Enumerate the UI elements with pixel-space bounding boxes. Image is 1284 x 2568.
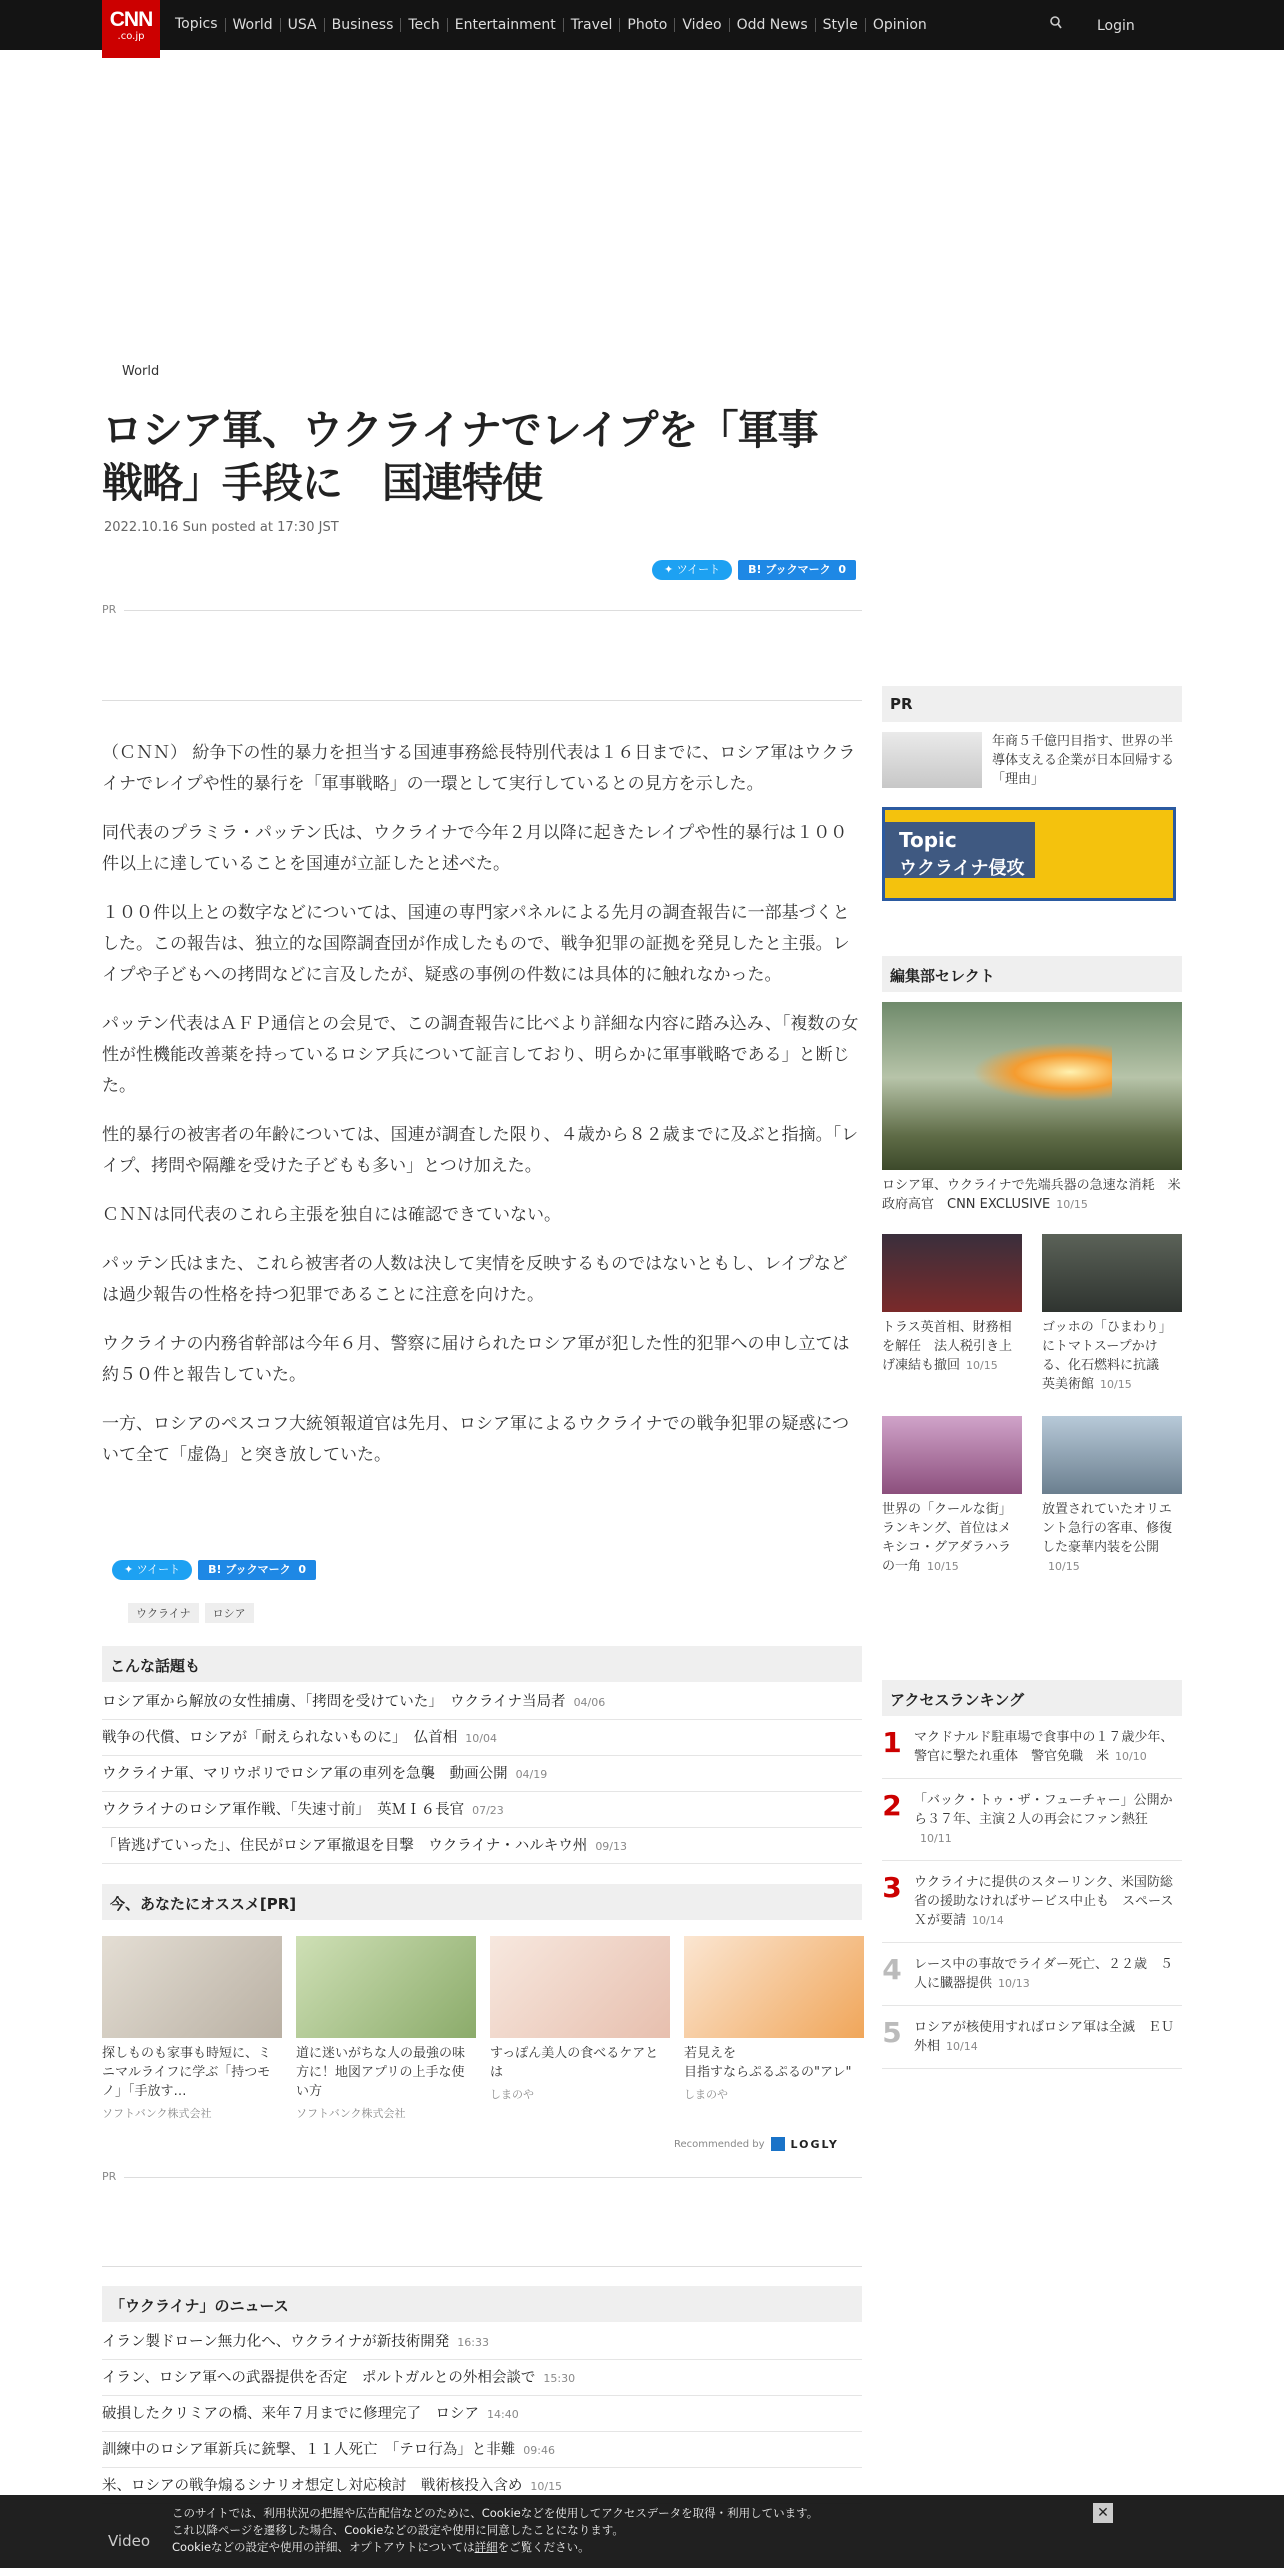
item-date: 04/19 bbox=[515, 1768, 548, 1781]
card-title: 探しものも家事も時短に、ミニマルライフに学ぶ「持つモノ」「手放す… bbox=[102, 2046, 272, 2099]
rank-title: レース中の事故でライダー死亡、２２歳 ５人に臓器提供 bbox=[914, 1957, 1173, 1991]
sidebar-ranking bbox=[882, 1680, 1182, 2069]
ranking-item[interactable] bbox=[882, 1779, 1182, 1861]
recommend-card[interactable] bbox=[296, 1936, 476, 2121]
featured-date: 10/15 bbox=[1056, 1198, 1088, 1211]
video-bar[interactable] bbox=[102, 2518, 862, 2563]
list-item[interactable] bbox=[102, 1756, 862, 1792]
card-image bbox=[490, 1936, 670, 2038]
logly-logo: LOGLY bbox=[790, 2137, 839, 2151]
topic-title: ウクライナ侵攻 bbox=[899, 858, 1025, 879]
nav-topics-label: Topics bbox=[175, 16, 218, 32]
nav-entertainment[interactable]: Entertainment bbox=[447, 18, 563, 32]
close-icon[interactable]: ✕ bbox=[1093, 2503, 1113, 2523]
list-item[interactable] bbox=[102, 2324, 862, 2360]
share-buttons-bottom bbox=[112, 1560, 316, 1580]
rank-date: 10/10 bbox=[1115, 1750, 1147, 1763]
hatena-count: 0 bbox=[298, 1563, 306, 1576]
sidebar-pr bbox=[882, 686, 1182, 901]
nav-photo[interactable]: Photo bbox=[619, 18, 674, 32]
paragraph: ウクライナの内務省幹部は今年６月、警察に届けられたロシア軍が犯した性的犯罪への申し立ては約５０件と報告していた。 bbox=[102, 1334, 850, 1385]
topic-label: Topic bbox=[899, 828, 957, 852]
item-date: 07/23 bbox=[472, 1804, 504, 1817]
related-heading: こんな話題も bbox=[102, 1646, 862, 1682]
paragraph: 一方、ロシアのペスコフ大統領報道官は先月、ロシア軍によるウクライナでの戦争犯罪の疑惑について全て「虚偽」と突き放していた。 bbox=[102, 1414, 850, 1465]
rank-number: 1 bbox=[882, 1726, 902, 1759]
nav-odd-news[interactable]: Odd News bbox=[729, 18, 815, 32]
rank-title: 「バック・トゥ・ザ・フューチャー」公開から３７年、主演２人の再会にファン熱狂 bbox=[914, 1793, 1173, 1827]
nav-topics[interactable] bbox=[175, 17, 225, 33]
grid-image bbox=[882, 1234, 1022, 1312]
tag-russia[interactable]: ロシア bbox=[205, 1603, 254, 1623]
recommended-by-label: Recommended by bbox=[674, 2138, 765, 2150]
grid-image bbox=[1042, 1416, 1182, 1494]
editors-grid bbox=[882, 1234, 1182, 1576]
hatena-bookmark-button[interactable] bbox=[198, 1560, 316, 1580]
tag-list bbox=[102, 1603, 254, 1623]
ukraine-news-list bbox=[102, 2324, 862, 2504]
pr-image bbox=[882, 732, 982, 788]
image-detail bbox=[972, 1042, 1112, 1102]
grid-image bbox=[1042, 1234, 1182, 1312]
grid-date: 10/15 bbox=[1100, 1378, 1132, 1391]
nav-style[interactable]: Style bbox=[815, 18, 865, 32]
nav-world[interactable]: World bbox=[225, 18, 280, 32]
rank-title: ウクライナに提供のスターリンク、米国防総省の援助なければサービス中止も スペースＸが要請 bbox=[914, 1875, 1174, 1928]
grid-date: 10/15 bbox=[966, 1359, 998, 1372]
nav-tech[interactable]: Tech bbox=[400, 18, 446, 32]
card-title: 道に迷いがちな人の最強の味方に！地図アプリの上手な使い方 bbox=[296, 2046, 466, 2099]
topic-banner-ukraine[interactable] bbox=[882, 807, 1176, 901]
grid-item[interactable] bbox=[1042, 1416, 1182, 1576]
nav-usa[interactable]: USA bbox=[280, 18, 324, 32]
twitter-icon: ✦ bbox=[124, 1563, 134, 1576]
recommend-heading: 今、あなたにオススメ[PR] bbox=[102, 1884, 862, 1920]
paragraph: ＣＮＮは同代表のこれら主張を独自には確認できていない。 bbox=[102, 1205, 561, 1225]
breadcrumb-world[interactable]: World bbox=[122, 364, 160, 379]
grid-item[interactable] bbox=[1042, 1234, 1182, 1394]
ranking-item[interactable] bbox=[882, 1861, 1182, 1943]
list-item[interactable] bbox=[102, 2360, 862, 2396]
pr-article-title: 年商５千億円目指す、世界の半導体支える企業が日本回帰する「理由」 bbox=[992, 734, 1175, 787]
rank-date: 10/14 bbox=[946, 2040, 978, 2053]
item-title: 訓練中のロシア軍新兵に銃撃、１１人死亡 「テロ行為」と非難 bbox=[102, 2442, 516, 2458]
recommend-card[interactable] bbox=[102, 1936, 282, 2121]
ranking-heading: アクセスランキング bbox=[882, 1680, 1182, 1716]
hatena-count: 0 bbox=[838, 563, 846, 576]
pr-divider bbox=[102, 2177, 862, 2178]
tweet-button[interactable] bbox=[652, 560, 732, 580]
paragraph: 同代表のプラミラ・パッテン氏は、ウクライナで今年２月以降に起きたレイプや性的暴行は１００件以上に達していることを国連が立証したと述べた。 bbox=[102, 823, 848, 874]
rank-number: 3 bbox=[882, 1871, 902, 1904]
item-time: 10/15 bbox=[530, 2480, 563, 2493]
paragraph: パッテン氏はまた、これら被害者の人数は決して実情を反映するものではないともし、レイプなどは過少報告の性格を持つ犯罪であることに注意を向けた。 bbox=[102, 1254, 848, 1305]
grid-date: 10/15 bbox=[927, 1560, 959, 1573]
recommend-cards bbox=[102, 1936, 864, 2121]
card-source: しまのや bbox=[684, 2088, 728, 2101]
pr-article[interactable] bbox=[882, 732, 1182, 789]
nav-opinion[interactable]: Opinion bbox=[865, 18, 934, 32]
list-item[interactable] bbox=[102, 2432, 862, 2468]
grid-title: トラス英首相、財務相を解任 法人税引き上げ凍結も撤回 bbox=[882, 1320, 1013, 1373]
ranking-item[interactable] bbox=[882, 1716, 1182, 1779]
grid-title: 世界の「クールな街」ランキング、首位はメキシコ・グアダラハラの一角 bbox=[882, 1502, 1012, 1574]
list-item[interactable] bbox=[102, 1720, 862, 1756]
ukraine-news-heading: 「ウクライナ」のニュース bbox=[102, 2286, 862, 2322]
editors-heading bbox=[882, 956, 1182, 992]
cookie-details-link[interactable]: 詳細 bbox=[474, 2540, 498, 2554]
article-title bbox=[102, 404, 862, 510]
item-date: 10/04 bbox=[465, 1732, 497, 1745]
item-date: 09/13 bbox=[595, 1840, 628, 1853]
twitter-icon: ✦ bbox=[664, 563, 674, 576]
cookie-line-1: このサイトでは、利用状況の把握や広告配信などのために、Cookieなどを使用してアクセスデータを取得・利用しています。 bbox=[172, 2506, 819, 2520]
logo-text: CNN bbox=[109, 8, 153, 31]
nav-video[interactable]: Video bbox=[674, 18, 728, 32]
grid-item[interactable] bbox=[882, 1234, 1022, 1394]
tweet-label: ツイート bbox=[136, 1563, 181, 1576]
ad-divider bbox=[102, 2266, 862, 2267]
rank-title: マクドナルド駐車場で食事中の１７歳少年、警官に撃たれ重体 警官免職 米 bbox=[914, 1730, 1174, 1764]
card-image bbox=[102, 1936, 282, 2038]
sidebar-editors-select bbox=[882, 956, 1182, 1576]
title-line-2: 戦略」手段に 国連特使 bbox=[102, 459, 542, 507]
date-text: 2022.10.16 Sun posted at 17:30 JST bbox=[104, 520, 339, 535]
hatena-bookmark-button[interactable] bbox=[738, 560, 856, 580]
card-image bbox=[296, 1936, 476, 2038]
featured-image[interactable] bbox=[882, 1002, 1182, 1170]
card-title: 若見えを 目指すならぷるぷるの"アレ" bbox=[684, 2046, 852, 2080]
recommend-card[interactable] bbox=[490, 1936, 670, 2121]
cookie-line-3: Cookieなどの設定や使用の詳細、オプトアウトについては bbox=[172, 2540, 475, 2554]
paragraph: 性的暴行の被害者の年齢については、国連が調査した限り、４歳から８２歳までに及ぶと指摘。「レイプ、拷問や隔離を受けた子どもも多い」とつけ加えた。 bbox=[102, 1125, 859, 1176]
card-source: ソフトバンク株式会社 bbox=[296, 2107, 406, 2120]
item-time: 14:40 bbox=[487, 2408, 519, 2421]
article-date bbox=[104, 520, 339, 535]
rank-number: 5 bbox=[882, 2016, 902, 2049]
top-navigation-bar bbox=[0, 0, 1284, 50]
cookie-line-3-end: をご覧ください。 bbox=[497, 2540, 590, 2554]
pr-divider bbox=[102, 610, 862, 611]
item-time: 09:46 bbox=[523, 2444, 555, 2457]
grid-item[interactable] bbox=[882, 1416, 1022, 1576]
nav-travel[interactable]: Travel bbox=[563, 18, 620, 32]
item-title: 米、ロシアの戦争煽るシナリオ想定し対応検討 戦術核投入含め bbox=[102, 2478, 523, 2494]
grid-image bbox=[882, 1416, 1022, 1494]
ad-divider bbox=[102, 700, 862, 701]
share-buttons-top bbox=[652, 560, 856, 580]
logly-icon bbox=[771, 2137, 785, 2151]
sidebar-pr-heading: PR bbox=[882, 686, 1182, 722]
item-time: 16:33 bbox=[457, 2336, 489, 2349]
paragraph: パッテン代表はＡＦＰ通信との会見で、この調査報告に比べより詳細な内容に踏み込み、「複数の女性が性機能改善薬を持っているロシア兵について証言しており、明らかに軍事戦略である」と断じた。 bbox=[102, 1014, 859, 1096]
card-image bbox=[684, 1936, 864, 2038]
item-title: ロシア軍から解放の女性捕虜、「拷問を受けていた」 ウクライナ当局者 bbox=[102, 1694, 566, 1710]
paragraph: １００件以上との数字などについては、国連の専門家パネルによる先月の調査報告に一部基づくとした。この報告は、独立的な国際調査団が作成したもので、戦争犯罪の証拠を発見したと主張。レイプや子どもへの拷問などに言及したが、疑惑の事例の件数には具体的に触れなかった。 bbox=[102, 903, 850, 985]
card-title: すっぽん美人の食べるケアとは bbox=[490, 2046, 659, 2080]
nav-business[interactable]: Business bbox=[324, 18, 401, 32]
editors-heading-label: 編集部セレクト bbox=[890, 967, 995, 985]
item-date: 04/06 bbox=[573, 1696, 606, 1709]
ranking-item[interactable] bbox=[882, 1943, 1182, 2006]
featured-caption[interactable] bbox=[882, 1176, 1182, 1214]
ranking-item[interactable] bbox=[882, 2006, 1182, 2069]
rank-title: ロシアが核使用すればロシア軍は全滅 ＥＵ外相 bbox=[914, 2020, 1175, 2054]
grid-title: 放置されていたオリエント急行の客車、修復した豪華内装を公開 bbox=[1042, 1502, 1173, 1555]
cnn-logo[interactable] bbox=[102, 0, 160, 58]
hatena-label: B! ブックマーク bbox=[208, 1563, 291, 1576]
item-title: 戦争の代償、ロシアが「耐えられないものに」 仏首相 bbox=[102, 1730, 458, 1746]
paragraph: （ＣＮＮ） 紛争下の性的暴力を担当する国連事務総長特別代表は１６日までに、ロシア軍はウクライナでレイプや性的暴行を「軍事戦略」の一環として実行しているとの見方を示した。 bbox=[102, 743, 856, 794]
recommended-by[interactable] bbox=[674, 2137, 839, 2151]
pr-label: PR bbox=[102, 2170, 124, 2183]
item-title: イラン製ドローン無力化へ、ウクライナが新技術開発 bbox=[102, 2334, 450, 2350]
video-bar-label: Video bbox=[108, 2532, 151, 2550]
tweet-button[interactable] bbox=[112, 1560, 192, 1580]
search-icon[interactable] bbox=[1050, 16, 1062, 34]
breadcrumb bbox=[106, 364, 159, 379]
rank-date: 10/14 bbox=[972, 1914, 1004, 1927]
article-body bbox=[102, 738, 862, 1489]
rank-date: 10/13 bbox=[998, 1977, 1030, 1990]
item-time: 15:30 bbox=[543, 2372, 576, 2385]
title-line-1: ロシア軍、ウクライナでレイプを「軍事 bbox=[102, 406, 818, 454]
main-nav bbox=[175, 0, 934, 50]
tweet-label: ツイート bbox=[676, 563, 721, 576]
item-title: ウクライナのロシア軍作戦、「失速寸前」 英ＭＩ６長官 bbox=[102, 1802, 465, 1818]
rank-date: 10/11 bbox=[920, 1832, 952, 1845]
recommend-card[interactable] bbox=[684, 1936, 864, 2121]
logo-subtext: .co.jp bbox=[117, 31, 145, 42]
tag-ukraine[interactable]: ウクライナ bbox=[128, 1603, 199, 1623]
login-link[interactable]: Login bbox=[1097, 18, 1135, 34]
grid-date: 10/15 bbox=[1048, 1560, 1080, 1573]
related-list bbox=[102, 1684, 862, 1864]
hatena-label: B! ブックマーク bbox=[748, 563, 831, 576]
featured-title: ロシア軍、ウクライナで先端兵器の急速な消耗 米政府高官 CNN EXCLUSIVE bbox=[882, 1178, 1181, 1212]
item-title: ウクライナ軍、マリウポリでロシア軍の車列を急襲 動画公開 bbox=[102, 1766, 508, 1782]
list-item[interactable] bbox=[102, 1684, 862, 1720]
rank-number: 2 bbox=[882, 1789, 902, 1822]
card-source: ソフトバンク株式会社 bbox=[102, 2107, 212, 2120]
item-title: 「皆逃げていった」、住民がロシア軍撤退を目撃 ウクライナ・ハルキウ州 bbox=[102, 1838, 588, 1854]
list-item[interactable] bbox=[102, 1792, 862, 1828]
pr-label: PR bbox=[102, 603, 124, 616]
grid-title: ゴッホの「ひまわり」にトマトスープかける、化石燃料に抗議 英美術館 bbox=[1042, 1320, 1173, 1392]
cookie-line-2: これ以降ページを遷移した場合、Cookieなどの設定や使用に同意したことになります。 bbox=[172, 2523, 624, 2537]
list-item[interactable] bbox=[102, 1828, 862, 1864]
card-source: しまのや bbox=[490, 2088, 534, 2101]
item-title: イラン、ロシア軍への武器提供を否定 ポルトガルとの外相会談で bbox=[102, 2370, 536, 2386]
item-title: 破損したクリミアの橋、来年７月までに修理完了 ロシア bbox=[102, 2406, 479, 2422]
rank-number: 4 bbox=[882, 1953, 902, 1986]
list-item[interactable] bbox=[102, 2396, 862, 2432]
